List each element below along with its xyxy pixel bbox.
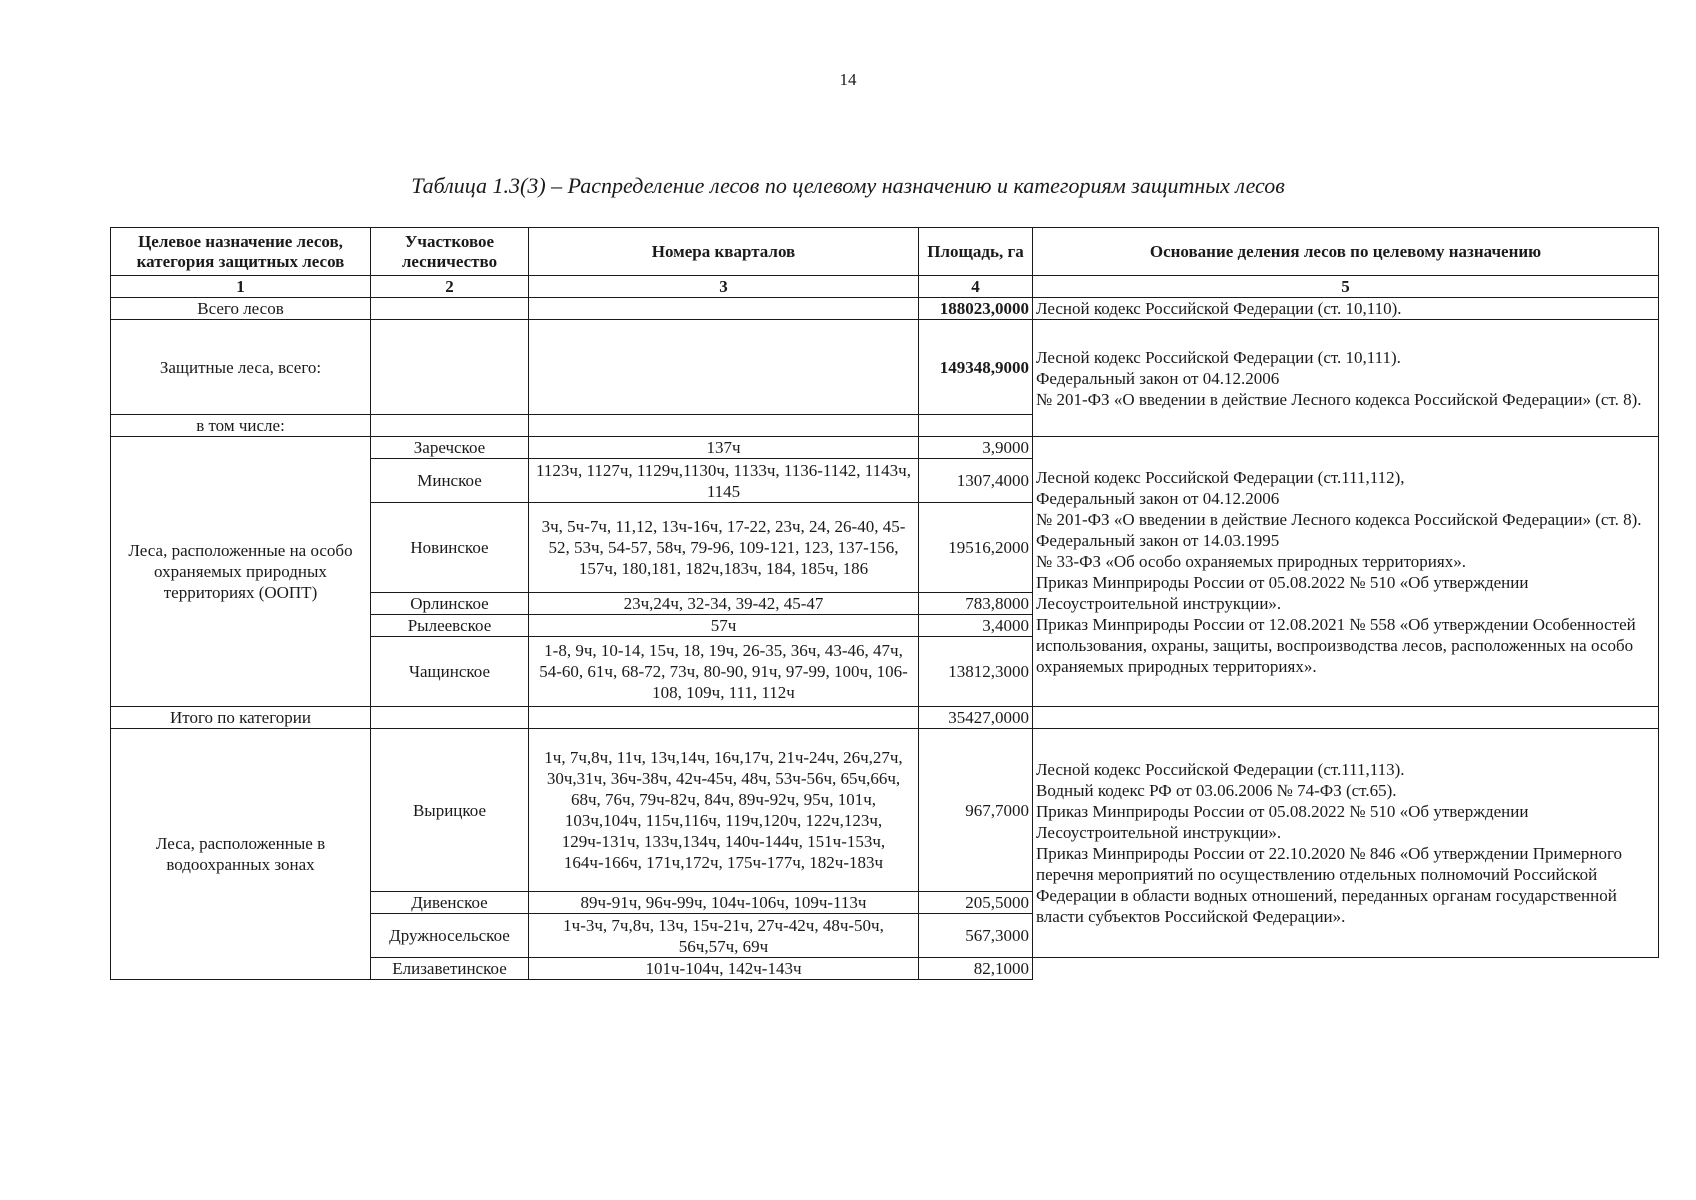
forestry-name: Новинское xyxy=(371,503,529,593)
quarter-numbers: 23ч,24ч, 32-34, 39-42, 45-47 xyxy=(529,593,919,615)
empty-cell xyxy=(371,298,529,320)
area-value: 205,5000 xyxy=(919,892,1033,914)
forestry-name: Дивенское xyxy=(371,892,529,914)
empty-cell xyxy=(919,415,1033,437)
empty-cell xyxy=(1033,707,1659,729)
empty-cell xyxy=(1033,958,1659,980)
forestry-name: Дружносельское xyxy=(371,914,529,958)
area-value: 3,9000 xyxy=(919,437,1033,459)
forestry-name: Минское xyxy=(371,459,529,503)
including-label: в том числе: xyxy=(111,415,371,437)
empty-cell xyxy=(371,320,529,415)
forestry-name: Орлинское xyxy=(371,593,529,615)
category-total-area: 35427,0000 xyxy=(919,707,1033,729)
table-row xyxy=(111,729,1659,892)
table-header-row xyxy=(111,228,1659,276)
protective-basis: Лесной кодекс Российской Федерации (ст. 10,111). Федеральный закон от 04.12.2006 № 201-ФЗ «О введении в действие Лесного кодекса Российской Федерации» (ст. 8). xyxy=(1033,320,1659,437)
table-row xyxy=(111,437,1659,459)
column-number: 1 xyxy=(111,276,371,298)
quarter-numbers: 1123ч, 1127ч, 1129ч,1130ч, 1133ч, 1136-1142, 1143ч, 1145 xyxy=(529,459,919,503)
category-total-label: Итого по категории xyxy=(111,707,371,729)
forestry-name: Елизаветинское xyxy=(371,958,529,980)
quarter-numbers: 101ч-104ч, 142ч-143ч xyxy=(529,958,919,980)
total-area: 188023,0000 xyxy=(919,298,1033,320)
quarter-numbers: 3ч, 5ч-7ч, 11,12, 13ч-16ч, 17-22, 23ч, 24, 26-40, 45-52, 53ч, 54-57, 58ч, 79-96, 109-121, 123, 137-156, 157ч, 180,181, 182ч,183ч, 184, 185ч, 186 xyxy=(529,503,919,593)
area-value: 1307,4000 xyxy=(919,459,1033,503)
table-caption: Таблица 1.3(3) – Распределение лесов по целевому назначению и категориям защитных лесов xyxy=(411,173,1285,198)
table-row-total xyxy=(111,298,1659,320)
area-value: 19516,2000 xyxy=(919,503,1033,593)
quarter-numbers: 57ч xyxy=(529,615,919,637)
empty-cell xyxy=(371,415,529,437)
protective-label: Защитные леса, всего: xyxy=(111,320,371,415)
forestry-name: Заречское xyxy=(371,437,529,459)
table-row-category-total xyxy=(111,707,1659,729)
area-value: 783,8000 xyxy=(919,593,1033,615)
table-row-protective xyxy=(111,320,1659,415)
protective-area: 149348,9000 xyxy=(919,320,1033,415)
column-number: 4 xyxy=(919,276,1033,298)
water-basis: Лесной кодекс Российской Федерации (ст.111,113). Водный кодекс РФ от 03.06.2006 № 74-ФЗ (ст.65). Приказ Минприроды России от 05.08.2022 № 510 «Об утверждении Лесоустроительной инструкции». Приказ Минприроды России от 22.10.2020 № 846 «Об утверждении Примерного перечня мероприятий по осуществлению отдельных полномочий Российской Федерации в области водных отношений, переданных органам государственной власти субъектов Российской Федерации». xyxy=(1033,729,1659,958)
area-value: 82,1000 xyxy=(919,958,1033,980)
area-value: 567,3000 xyxy=(919,914,1033,958)
forest-distribution-table xyxy=(110,227,1659,980)
total-basis: Лесной кодекс Российской Федерации (ст. 10,110). xyxy=(1033,298,1659,320)
oopt-category-label: Леса, расположенные на особо охраняемых природных территориях (ООПТ) xyxy=(111,437,371,707)
header-quarters: Номера кварталов xyxy=(529,228,919,276)
water-category-label: Леса, расположенные в водоохранных зонах xyxy=(111,729,371,980)
column-number: 3 xyxy=(529,276,919,298)
forestry-name: Рылеевское xyxy=(371,615,529,637)
forestry-name: Вырицкое xyxy=(371,729,529,892)
header-area: Площадь, га xyxy=(919,228,1033,276)
quarter-numbers: 1-8, 9ч, 10-14, 15ч, 18, 19ч, 26-35, 36ч, 43-46, 47ч, 54-60, 61ч, 68-72, 73ч, 80-90, 91ч, 97-99, 100ч, 106-108, 109ч, 111, 112ч xyxy=(529,637,919,707)
total-label: Всего лесов xyxy=(111,298,371,320)
quarter-numbers: 1ч, 7ч,8ч, 11ч, 13ч,14ч, 16ч,17ч, 21ч-24ч, 26ч,27ч, 30ч,31ч, 36ч-38ч, 42ч-45ч, 48ч, 53ч-56ч, 65ч,66ч, 68ч, 76ч, 79ч-82ч, 84ч, 89ч-92ч, 95ч, 101ч, 103ч,104ч, 115ч,116ч, 119ч,120ч, 122ч,123ч, 129ч-131ч, 133ч,134ч, 140ч-144ч, 151ч-153ч, 164ч-166ч, 171ч,172ч, 175ч-177ч, 182ч-183ч xyxy=(529,729,919,892)
quarter-numbers: 137ч xyxy=(529,437,919,459)
column-number: 2 xyxy=(371,276,529,298)
quarter-numbers: 1ч-3ч, 7ч,8ч, 13ч, 15ч-21ч, 27ч-42ч, 48ч-50ч, 56ч,57ч, 69ч xyxy=(529,914,919,958)
column-number: 5 xyxy=(1033,276,1659,298)
header-purpose: Целевое назначение лесов, категория защитных лесов xyxy=(111,228,371,276)
column-numbers-row xyxy=(111,276,1659,298)
header-basis: Основание деления лесов по целевому назначению xyxy=(1033,228,1659,276)
header-forestry: Участковое лесничество xyxy=(371,228,529,276)
empty-cell xyxy=(529,707,919,729)
page-number: 14 xyxy=(839,70,857,89)
oopt-basis: Лесной кодекс Российской Федерации (ст.111,112), Федеральный закон от 04.12.2006 № 201-ФЗ «О введении в действие Лесного кодекса Российской Федерации» (ст. 8). Федеральный закон от 14.03.1995 № 33-ФЗ «Об особо охраняемых природных территориях». Приказ Минприроды России от 05.08.2022 № 510 «Об утверждении Лесоустроительной инструкции». Приказ Минприроды России от 12.08.2021 № 558 «Об утверждении Особенностей использования, охраны, защиты, воспроизводства лесов, расположенных на особо охраняемых природных территориях». xyxy=(1033,437,1659,707)
empty-cell xyxy=(529,415,919,437)
area-value: 13812,3000 xyxy=(919,637,1033,707)
empty-cell xyxy=(529,320,919,415)
quarter-numbers: 89ч-91ч, 96ч-99ч, 104ч-106ч, 109ч-113ч xyxy=(529,892,919,914)
forestry-name: Чащинское xyxy=(371,637,529,707)
area-value: 967,7000 xyxy=(919,729,1033,892)
empty-cell xyxy=(371,707,529,729)
empty-cell xyxy=(529,298,919,320)
area-value: 3,4000 xyxy=(919,615,1033,637)
